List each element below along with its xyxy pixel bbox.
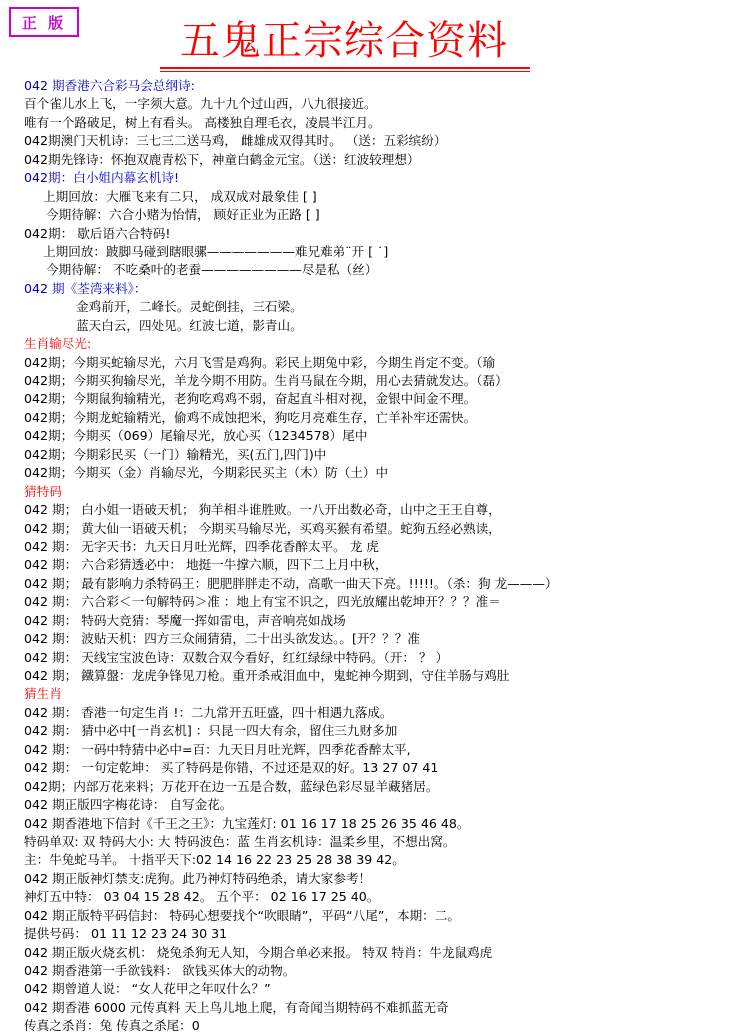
list-item: 042期；今期买（金）肖输尽光，今期彩民买主（木）防（土）中 [24,465,389,481]
this-issue-text: 不吃桑叶的老蚕————————尽是私（丝） [108,262,378,278]
last-issue-line [24,188,729,206]
list-item: 042 期； 最有影响力杀特码王：肥肥胖胖走不动，高歌一曲天下亮。!!!!!。（杀：狗 龙———） [24,575,558,591]
edition-badge: 正 版 [9,7,79,37]
this-issue-label: 今期待解： [46,262,109,278]
poem-line: 金鸡前开，二峰长。灵蛇倒挂，三石梁。 [76,299,303,315]
list-item: 042期；今期龙蛇输精光，偷鸡不成蚀把米，狗吃月亮难生存，亡羊补牢还需快。 [24,409,477,425]
document-body [24,77,729,1036]
poem-line: 百个雀儿水上飞，一字须大意。九十九个过山西，八九很接近。 [24,96,377,112]
page-title: 五鬼正宗综合资料 [180,18,508,64]
section-heading: 猜特码 [24,483,62,499]
list-item: 042期；今期彩民买（一门）输精光，买(五门,四门)中 [24,446,327,462]
list-item: 042期；今期鼠狗输精光，老狗吃鸡鸡不弱，奋起直斗相对视，金银中间金不理。 [24,391,477,407]
list-item: 042 期： 特码大竞猜：琴魔一挥如雷电，声音响亮如战场 [24,612,346,628]
list-item: 042 期正版火烧玄机： 烧兔杀狗无人知，今期合单必来报。 特双 特肖：牛龙鼠鸡虎 [24,944,493,960]
list-item: 神灯五中特： 03 04 15 28 42。 五个平： 02 16 17 25 40。 [24,889,380,905]
this-issue-line [24,261,729,279]
list-item: 042 期： 六合彩＜一句解特码＞准 ：地上有宝不识之，四光放耀出乾坤开？？？准＝ [24,594,501,610]
list-item: 042 期； 鐵算盤：龙虎争锋见刀枪。重开杀戒泪血中，鬼蛇神今期到，守住羊肠与鸡肚 [24,668,510,683]
this-issue-label: 今期待解： [46,207,109,223]
section-heading: 生肖输尽光: [24,336,92,352]
section-heading: 042期： 歇后语六合特码! [24,225,171,241]
list-item: 042 期： 一句定乾坤： 买了特码是你错，不过还是双的好。13 27 07 41 [24,760,439,776]
list-item: 042 期正版特平码信封： 特码心想要找个“吹眼睛”，平码“八尾”，本期：二。 [24,907,460,923]
title-underline-thin [160,71,530,72]
list-item: 042 期： 六合彩猜透必中： 地挺一牛撑六顺，四下二上月中秋， [24,557,388,573]
list-item: 042 期： 无字天书：九天日月吐光辉，四季花香醉太平。 龙 虎 [24,538,379,554]
last-issue-text: 大雁飞来有二只， 成双成对最象佳 [ ] [105,188,317,204]
list-item: 042 期： 一码中特猜中必中=百：九天日月吐光辉，四季花香醉太平, [24,741,411,757]
section-heading: 猜生肖 [24,686,62,702]
list-item: 提供号码： 01 11 12 23 24 30 31 [24,926,228,942]
this-issue-text: 六合小赌为怡情， 顾好正业为正路 [ ] [108,207,320,223]
list-item: 042 期香港地下信封《千王之王》：九宝莲灯: 01 16 17 18 25 26 35 46 48。 [24,815,470,831]
list-item: 042 期正版神灯禁支:虎狗。此乃神灯特码绝杀，请大家参考！ [24,870,372,886]
list-item: 042 期； 黄大仙一语破天机； 今期买马输尽光，买鸡买猴有希望。蛇狗五经必熟读， [24,520,501,536]
list-item: 042 期： 波贴天机：四方三众闹猜猜，二十出头欲发达。。[开？？？准 [24,631,420,647]
list-item: 042 期香港第一手欲钱料： 欲钱买体大的动物。 [24,963,296,978]
list-item: 042 期正版四字梅花诗： 自写金花。 [24,797,233,813]
list-item: 042 期曾道人说： “女人花甲之年叹什么？” [24,981,271,997]
list-item: 042期；内部万花来料；万花开在边一五是合数，蓝绿色彩尽显羊藏猪居。 [24,778,439,794]
pioneer-poem-line: 042期先锋诗：怀抱双鹿青松下，神童白鹤金元宝。（送：红波较理想） [24,151,420,167]
list-item: 042 期： 猜中必中[一肖玄机] ：只昆一四大有余，留住三九财多加 [24,723,398,739]
this-issue-line [24,206,729,224]
last-issue-label: 上期回放： [43,188,106,204]
list-item: 042期；今期买狗输尽光，羊龙今期不用防。生肖马鼠在今期，用心去猜就发达。（磊） [24,373,508,388]
macau-poem-line: 042期澳门天机诗：三七三二送马鸡， 雌雄成双得其时。 （送：五彩缤纷） [24,133,447,149]
list-item: 042 期： 香港一句定生肖 !：二九常开五旺盛，四十相遇九落成。 [24,704,393,720]
list-item: 042 期： 天线宝宝波色诗：双数合双今看好，红红绿绿中特码。（开： ？ ） [24,649,449,665]
last-issue-text: 跛脚马碰到瞎眼骡———————难兄难弟¨开 [ ˙] [105,243,389,259]
list-item: 042 期香港 6000 元传真料 天上鸟儿地上爬，有奇闻当期特码不难抓蓝无奇 [24,999,449,1015]
last-issue-line [24,243,729,261]
section-heading: 042 期香港六合彩马会总纲诗: [24,78,195,93]
list-item: 特码单双: 双 特码大小: 大 特码波色：蓝 生肖玄机诗：温柔乡里，不想出窝。 [24,833,456,849]
list-item: 042期；今期买（069）尾输尽光，放心买（1234578）尾中 [24,428,368,444]
title-underline [160,67,530,69]
list-item: 传真之杀肖：兔 传真之杀尾：0 [24,1018,200,1034]
last-issue-label: 上期回放： [43,243,106,259]
list-item: 主：牛兔蛇马羊。 十指平天下:02 14 16 22 23 25 28 38 39 42。 [24,852,405,868]
list-item: 042期；今期买蛇输尽光，六月飞雪是鸡狗。彩民上期兔中彩，今期生肖定不变。（瑜 [24,354,496,370]
poem-line: 蓝天白云，四处见。红波七道，影青山。 [76,317,303,333]
section-heading: 042 期《荃湾来料》： [24,280,147,296]
section-heading: 042期：白小姐内幕玄机诗! [24,170,180,186]
poem-line: 唯有一个路破足，树上有看头。 高楼独自理毛衣，凌晨半江月。 [24,114,381,130]
list-item: 042 期； 白小姐一语破天机； 狗羊相斗谁胜败。一八开出数必奇，山中之王王自尊， [24,502,501,518]
